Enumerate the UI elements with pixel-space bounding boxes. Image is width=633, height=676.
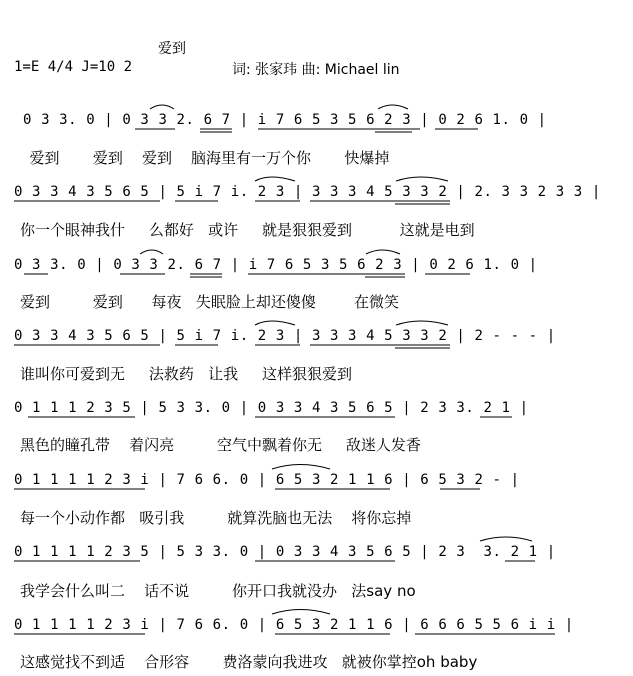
lyrics-row: 黑色的瞳孔带 着闪亮 空气中飘着你无 敌迷人发香 xyxy=(20,436,421,454)
lyrics-row: 每一个小动作都 吸引我 就算洗脑也无法 将你忘掉 xyxy=(20,509,412,527)
notation-row: 0 1 1 1 1 2 3 5 | 5 3 3. 0 | 0 3 3 4 3 5 6 5 | 2 3 3. 2 1 | xyxy=(14,544,556,560)
lyrics-row: 谁叫你可爱到无 法救药 让我 这样狠狠爱到 xyxy=(20,365,352,383)
notation-row: 0 3 3 4 3 5 6 5 | 5 i 7 i. 2 3 | 3 3 3 4 5 3 3 2 | 2 - - - | xyxy=(14,328,556,344)
lyrics-row: 爱到 爱到 每夜 失眠脸上却还傻傻 在微笑 xyxy=(20,293,399,311)
lyrics-row: 这感觉找不到适 合形容 费洛蒙向我进攻 就被你掌控oh baby xyxy=(20,653,478,671)
notation-row: 0 3 3. 0 | 0 3 3 2. 6 7 | i 7 6 5 3 5 6 2 3 | 0 2 6 1. 0 | xyxy=(14,257,538,273)
notation-row: 0 1 1 1 1 2 3 i | 7 6 6. 0 | 6 5 3 2 1 1 6 | 6 6 6 5 5 6 i i | xyxy=(14,617,574,633)
song-title: 爱到 xyxy=(158,41,186,57)
notation-row: 0 1 1 1 1 2 3 i | 7 6 6. 0 | 6 5 3 2 1 1 6 | 6 5 3 2 - | xyxy=(14,472,520,488)
notation-row: 0 3 3 4 3 5 6 5 | 5 i 7 i. 2 3 | 3 3 3 4 5 3 3 2 | 2. 3 3 2 3 3 | xyxy=(14,184,601,200)
notation-row: 0 3 3. 0 | 0 3 3 2. 6 7 | i 7 6 5 3 5 6 2 3 | 0 2 6 1. 0 | xyxy=(14,112,547,128)
lyrics-row: 爱到 爱到 爱到 脑海里有一万个你 快爆掉 xyxy=(20,149,390,167)
key-tempo: 1=E 4/4 J=10 2 xyxy=(14,59,133,75)
credits: 词: 张家玮 曲: Michael lin xyxy=(232,62,400,78)
lyrics-row: 你一个眼神我什 么都好 或许 就是狠狠爱到 这就是电到 xyxy=(20,221,475,239)
lyrics-row: 我学会什么叫二 话不说 你开口我就没办 法say no xyxy=(20,582,416,600)
notation-row: 0 1 1 1 2 3 5 | 5 3 3. 0 | 0 3 3 4 3 5 6 5 | 2 3 3. 2 1 | xyxy=(14,400,529,416)
